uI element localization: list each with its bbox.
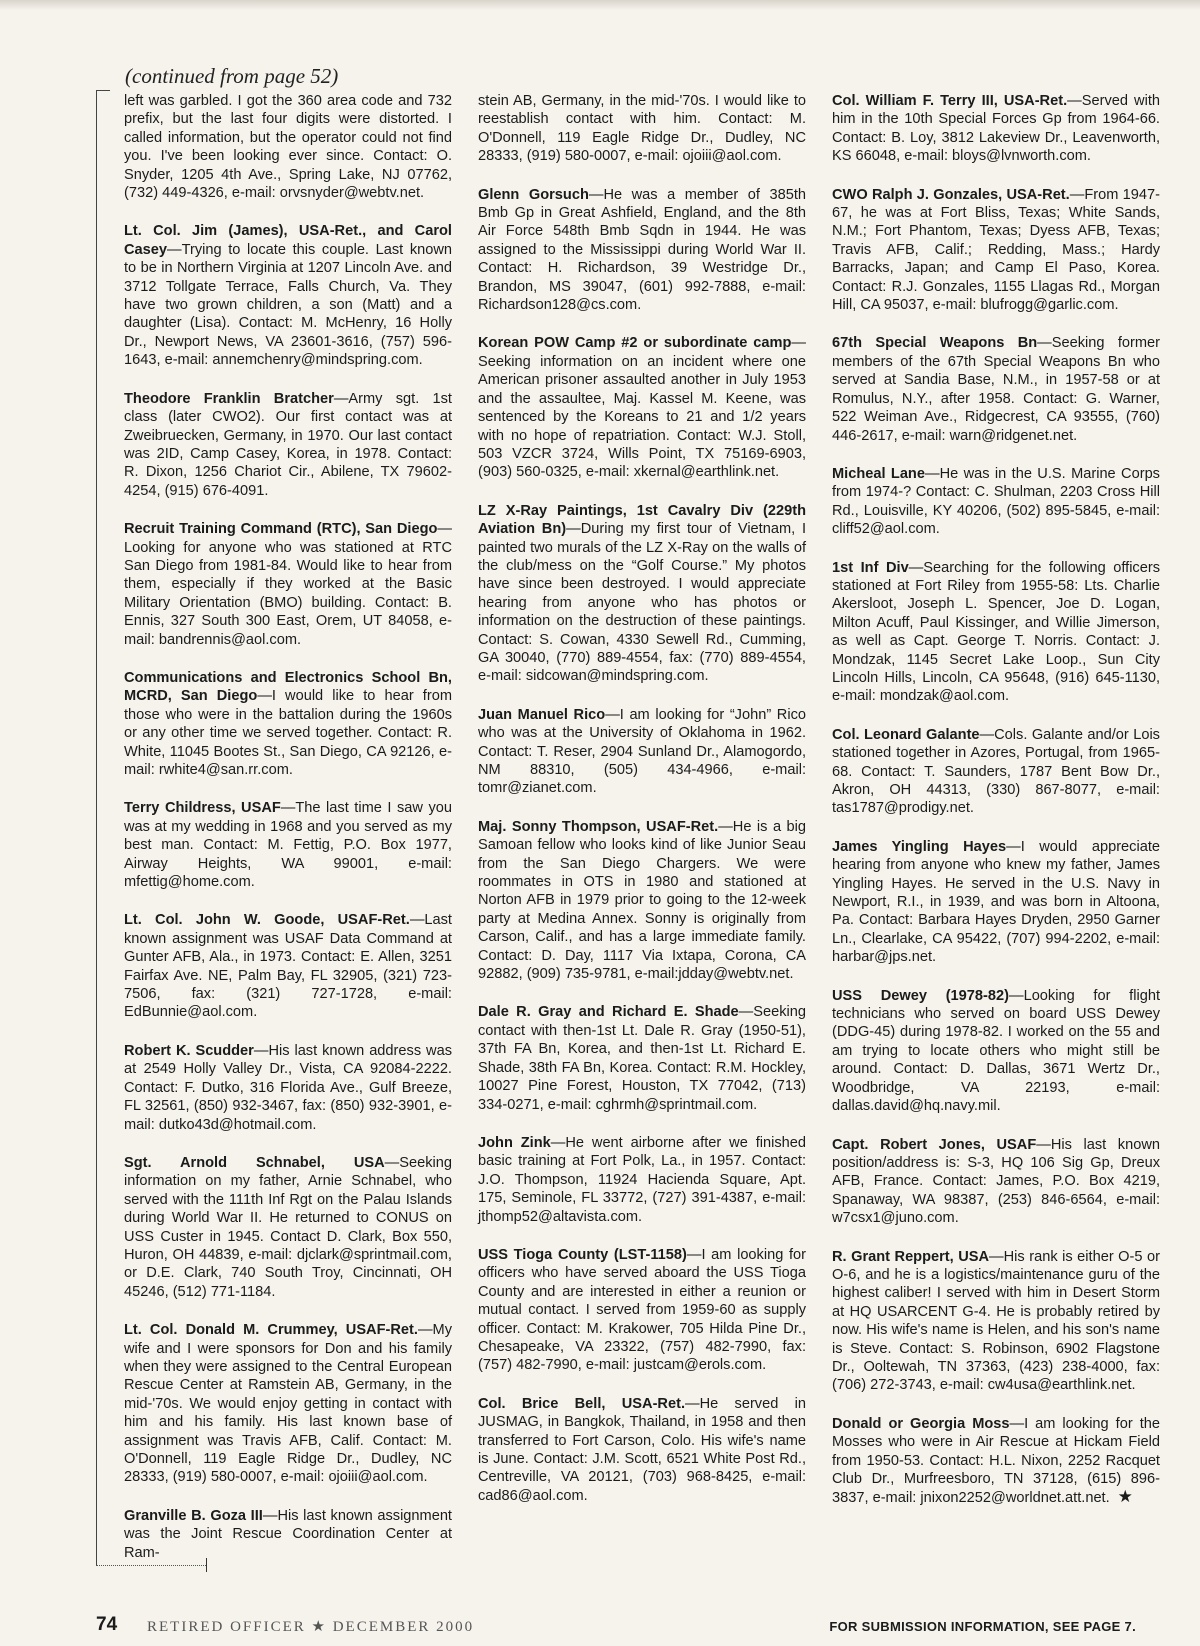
entry-text: —His last known position/address is: S-3, HQ 106 Sig Gp, Dreux AFB, France. Contact: James, P.O. Box 4219, Spanaway, WA 98387, (253) 846-6564, e-mail: w7csx1@juno.com. [832, 1136, 1160, 1227]
entry-text: —He is a big Samoan fellow who looks kind of like Junior Seau from the San Diego Chargers. We were roommates in OTS in 1980 and stationed at Norton AFB in 1979 prior to going to the 12-week party at Medina Annex. Sonny is originally from Carson, Calif., and has a large immediate family. Contact: D. Day, 1117 Via Ixtapa, Corona, CA 92882, (909) 735-9781, e-mail:jdday@webtv.net. [478, 818, 807, 983]
entry-heading: Col. Brice Bell, USA-Ret. [478, 1395, 685, 1412]
notice-entry [124, 1154, 452, 1301]
notice-entry [832, 1136, 1160, 1228]
notice-entry [124, 1321, 452, 1487]
entry-text: —Seeking information on my father, Arnie Schnabel, who served with the 111th Inf Rgt on the Palau Islands during World War II. He returned to CONUS on USS Custer in 1945. Contact D. Clark, Box 550, Huron, OH 44839, e-mail: djclark@sprintmail.com, or D.E. Clark, 740 South Troy, Cincinnati, OH 45246, (512) 771-1184. [124, 1154, 452, 1300]
column-2 [478, 92, 806, 1525]
notice-entry [124, 390, 452, 500]
entry-text: —The last time I saw you was at my wedding in 1968 and you served as my best man. Contact: M. Fettig, P.O. Box 1977, Airway Heights, WA 99001, e-mail: mfettig@home.com. [124, 800, 452, 891]
entry-heading: Lt. Col. Jim (James), USA-Ret., and Carol Casey [124, 223, 452, 258]
entry-heading: Granville B. Goza III [124, 1507, 263, 1524]
bracket-line-vertical [96, 90, 97, 1565]
notice-entry [124, 1507, 452, 1562]
notice-entry [832, 987, 1160, 1116]
entry-heading: USS Dewey (1978-82) [832, 987, 1009, 1004]
entry-heading: Glenn Gorsuch [478, 186, 589, 203]
entry-heading: Terry Childress, USAF [124, 800, 281, 817]
notice-entry [478, 1395, 806, 1505]
entry-text: —Looking for anyone who was stationed at RTC San Diego from 1981-84. Would like to hear from them, especially if they worked at the Basic Military Orientation (BMO) building. Contact: B. Ennis, 327 South 300 East, Orem, UT 84058, e-mail: bandrennis@aol.com. [124, 521, 452, 648]
bracket-line-top [96, 90, 110, 91]
notice-entry [832, 334, 1160, 444]
magazine-footer: RETIRED OFFICER ★ DECEMBER 2000 [147, 1619, 475, 1635]
entry-text: —I would like to hear from those who were in the battalion during the 1960s or any other time we served together. Contact: R. White, 11045 Bootes St., San Diego, CA 92126, e-mail: rwhite4@san.rr.com. [124, 688, 452, 778]
entry-heading: John Zink [478, 1134, 551, 1151]
entry-text: —Seeking information on an incident where one American prisoner assaulted another in July 1953 and the assaultee, Maj. Kassel M. Keene, was sentenced by the Koreans to 21 and 1/2 years with no hope of repatriation. Contact: W.J. Stoll, 503 VZCR 3724, Wills Point, TX 75169-6903, (903) 560-0325, e-mail: xkernal@earthlink.net. [478, 335, 806, 481]
notice-entry [832, 726, 1160, 818]
entry-text: left was garbled. I got the 360 area code and 732 prefix, but the last four digits were distorted. I called information, but the operator could not find you. I've been looking ever since. Contact: O. Snyder, 1205 4th Ave., Spring Lake, NJ 07762, (732) 449-4326, e-mail: orvsnyder@webtv.net. [124, 93, 452, 202]
notice-entry [478, 818, 806, 984]
entry-text: —He went airborne after we finished basic training at Fort Polk, La., in 1957. Contact: J.O. Thompson, 11924 Hacienda Square, Apt. 175, Seminole, FL 33772, (727) 391-4387, e-mail: jthomp52@altavista.com. [478, 1134, 806, 1225]
entry-text: —Army sgt. 1st class (later CWO2). Our first contact was at Zweibruecken, Germany, in 1970. Our last contact was 2ID, Camp Casey, Korea, in 1978. Contact: R. Dixon, 1256 Chariot Cir., Abilene, TX 79602-4254, (915) 676-4091. [124, 390, 452, 499]
entry-text: —He served in JUSMAG, in Bangkok, Thailand, in 1958 and then transferred to Fort Carson, Colo. His wife's name is June. Contact: J.M. Scott, 6521 White Post Rd., Centreville, VA 20121, (703) 968-8425, e-mail: cad86@aol.com. [478, 1395, 806, 1504]
entry-text: —Seeking contact with then-1st Lt. Dale R. Gray (1950-51), 37th FA Bn, Korea, and then-1st Lt. Richard E. Shade, 38th FA Bn, Korea. Contact: R.M. Hockley, 10027 Pine Forest, Houston, TX 77042, (713) 334-0271, e-mail: cghrmh@sprintmail.com. [478, 1004, 806, 1113]
entry-text: —His last known address was at 2549 Holly Valley Dr., Vista, CA 92084-2222. Contact: F. Dutko, 316 Florida Ave., Gulf Breeze, FL 32561, (850) 932-3467, fax: (850) 932-3901, e-mail: dutko43d@hotmail.com. [124, 1042, 452, 1133]
notice-entry [832, 559, 1160, 706]
entry-text: —Seeking former members of the 67th Special Weapons Bn who served at Sandia Base, N.M., in 1957-58 or at Romulus, N.Y., after 1958. Contact: G. Warner, 522 Weiman Ave., Ridgecrest, CA 93555, (760) 446-2617, e-mail: warn@ridgenet.net. [832, 335, 1160, 444]
entry-text: —From 1947-67, he was at Fort Bliss, Texas; White Sands, N.M.; Fort Phantom, Texas; Dyess AFB, Texas; Travis AFB, Calif.; Redding, Mass.; Hardy Barracks, Japan; and Camp El Paso, Korea. Contact: R.J. Gonzales, 1155 Llagas Rd., Morgan Hill, CA 95037, e-mail: blufrogg@garlic.com. [832, 186, 1160, 314]
notice-entry [832, 838, 1160, 967]
notice-entry [124, 1042, 452, 1134]
page-number: 74 [96, 1614, 118, 1635]
entry-heading: Theodore Franklin Bratcher [124, 390, 334, 407]
entry-text: —He was a member of 385th Bmb Gp in Great Ashfield, England, and the 8th Air Force 548th Bmb Sqdn in 1944. He was assigned to the Mississippi during World War II. Contact: H. Richardson, 39 Westridge Dr., Brandon, MS 39047, (601) 992-7888, e-mail: Richardson128@cs.com. [478, 186, 806, 314]
notice-entry [832, 1415, 1160, 1508]
top-edge-band [0, 0, 1200, 10]
entry-heading: Micheal Lane [832, 465, 925, 482]
entry-heading: Communications and Electronics School Bn, MCRD, San Diego [124, 669, 452, 705]
column-3 [832, 92, 1160, 1528]
end-mark-star-icon: ★ [1117, 1487, 1133, 1507]
entry-heading: CWO Ralph J. Gonzales, USA-Ret. [832, 186, 1070, 203]
entry-heading: Juan Manuel Rico [478, 706, 606, 723]
entry-text: —During my first tour of Vietnam, I painted two murals of the LZ X-Ray on the walls of the club/mess on the “Golf Course.” My photos have since been destroyed. I would appreciate hearing from anyone who has photos or information on the destruction of these paintings. Contact: S. Cowan, 4330 Sewell Rd., Cumming, GA 30040, (770) 889-4554, fax: (770) 889-4554, e-mail: sidcowan@mindspring.com. [478, 521, 806, 685]
entry-text: —Last known assignment was USAF Data Command at Gunter AFB, Ala., in 1973. Contact: E. Allen, 3251 Fairfax Ave. NE, Palm Bay, FL 32905, (321) 723-7506, fax: (321) 727-1728, e-mail: EdBunnie@aol.com. [124, 912, 452, 1021]
notice-entry [478, 1246, 806, 1375]
entry-heading: Recruit Training Command (RTC), San Diego [124, 521, 438, 538]
entry-heading: Lt. Col. John W. Goode, USAF-Ret. [124, 912, 410, 929]
entry-heading: Col. William F. Terry III, USA-Ret. [832, 93, 1068, 109]
entry-text: —He was in the U.S. Marine Corps from 1974-? Contact: C. Shulman, 2203 Cross Hill Rd., Louisville, KY 40206, (502) 895-5845, e-mail: cliff52@aol.com. [832, 465, 1160, 538]
entry-text: —I would appreciate hearing from anyone who knew my father, James Yingling Hayes. He served in the U.S. Navy in Newport, R.I., in 1939, and was born in Altoona, Pa. Contact: Barbara Hayes Dryden, 2950 Garner Ln., Clearlake, CA 95422, (707) 994-2202, e-mail: harbar@jps.net. [832, 838, 1161, 966]
entry-heading: James Yingling Hayes [832, 838, 1007, 855]
entry-heading: Sgt. Arnold Schnabel, USA [124, 1154, 385, 1171]
notice-entry [832, 186, 1160, 315]
notice-entry [124, 92, 452, 202]
entry-text: —His rank is either O-5 or O-6, and he is a logistics/maintenance guru of the highest caliber! I served with him in Desert Storm at HQ USARCENT G-4. He is probably retired by now. His wife's name is Helen, and his son's name is Steve. Contact: S. Robinson, 6902 Flagstone Dr., Ooltewah, TN 37363, (423) 238-4000, fax: (706) 272-3743, e-mail: cw4usa@earthlink.net. [832, 1248, 1160, 1394]
entry-text: —Trying to locate this couple. Last known to be in Northern Virginia at 1207 Lincoln Ave. and 3712 Tollgate Terrace, Falls Church, Va. They have two grown children, a son (Matt) and a daughter (Lisa). Contact: M. McHenry, 16 Holly Dr., Newport News, VA 23601-3616, (757) 596-1643, e-mail: annemchenry@mindspring.com. [124, 241, 452, 369]
notice-entry [124, 222, 452, 369]
entry-text: —Cols. Galante and/or Lois stationed together in Azores, Portugal, from 1965-68. Contact: T. Saunders, 1787 Bent Bow Dr., Akron, OH 44313, (330) 867-8077, e-mail: tas1787@prodigy.net. [832, 726, 1160, 817]
notice-entry [478, 1134, 806, 1226]
entry-text: —I am looking for “John” Rico who was at the University of Oklahoma in 1962. Contact: T. Reser, 2904 Sunland Dr., Alamogordo, NM 88310, (505) 434-4966, e-mail: tomr@zianet.com. [478, 706, 806, 797]
entry-text: —I am looking for officers who have served aboard the USS Tioga County and are interested in either a reunion or mutual contact. I served from 1959-60 as supply officer. Contact: M. Krakower, 705 Hilda Pine Dr., Chesapeake, VA 23322, (757) 482-7990, fax: (757) 482-7990, e-mail: justcam@erols.com. [478, 1246, 806, 1374]
entry-heading: Lt. Col. Donald M. Crummey, USAF-Ret. [124, 1322, 418, 1339]
notice-entry [832, 92, 1160, 166]
notice-entry [478, 92, 806, 166]
entry-heading: Maj. Sonny Thompson, USAF-Ret. [478, 818, 719, 835]
column-1 [124, 92, 452, 1582]
notice-entry [478, 334, 806, 481]
entry-text: —Looking for flight technicians who served on board USS Dewey (DDG-45) during 1978-82. I worked on the 55 and am trying to locate others who might still be around. Contact: D. Dallas, 3671 Wertz Dr., Woodbridge, VA 22193, e-mail: dallas.david@hq.navy.mil. [832, 987, 1161, 1115]
entry-heading: Capt. Robert Jones, USAF [832, 1136, 1037, 1153]
entry-text: —My wife and I were sponsors for Don and his family when they were assigned to the Central European Rescue Center at Ramstein AB, Germany, in the mid-'70s. We would enjoy getting in contact with him and his family. His last known base of assignment was Travis AFB, Calif. Contact: M. O'Donnell, 119 Eagle Ridge Dr., Dudley, NC 28333, (919) 580-0007, e-mail: ojoiii@aol.com. [124, 1322, 452, 1486]
notice-entry [478, 706, 806, 798]
notice-entry [124, 669, 452, 779]
entry-heading: 67th Special Weapons Bn [832, 335, 1038, 352]
entry-heading: R. Grant Reppert, USA [832, 1248, 990, 1265]
entry-heading: Dale R. Gray and Richard E. Shade [478, 1004, 739, 1021]
notice-entry [124, 911, 452, 1021]
notice-entry [124, 799, 452, 891]
entry-text: stein AB, Germany, in the mid-'70s. I would like to reestablish contact with him. Contact: M. O'Donnell, 119 Eagle Ridge Dr., Dudley, NC 28333, (919) 580-0007, e-mail: ojoiii@aol.com. [478, 93, 806, 165]
notice-entry [832, 1248, 1160, 1395]
entry-heading: USS Tioga County (LST-1158) [478, 1246, 687, 1263]
notice-entry [124, 520, 452, 649]
notice-entry [478, 186, 806, 315]
entry-heading: LZ X-Ray Paintings, 1st Cavalry Div (229th Aviation Bn) [478, 502, 806, 538]
entry-heading: Donald or Georgia Moss [832, 1415, 1010, 1432]
submission-note: FOR SUBMISSION INFORMATION, SEE PAGE 7. [829, 1619, 1136, 1634]
entry-heading: 1st Inf Div [832, 559, 909, 576]
continued-label: (continued from page 52) [125, 64, 339, 88]
notice-entry [478, 502, 806, 686]
notice-entry [478, 1003, 806, 1113]
notice-entry [832, 465, 1160, 539]
entry-text: —Served with him in the 10th Special Forces Gp from 1964-66. Contact: B. Loy, 3812 Lakeview Dr., Leavenworth, KS 66048, e-mail: bloys@lvnworth.com. [832, 93, 1161, 165]
entry-heading: Robert K. Scudder [124, 1042, 254, 1059]
entry-heading: Korean POW Camp #2 or subordinate camp [478, 335, 792, 352]
entry-heading: Col. Leonard Galante [832, 726, 980, 743]
entry-text: —I am looking for the Mosses who were in Air Rescue at Hickam Field from 1950-53. Contact: H.L. Nixon, 2252 Racquet Club Dr., Murfreesboro, TN 37128, (615) 896-3837, e-mail: jnixon2252@worldnet.att.net. [832, 1415, 1160, 1507]
entry-text: —Searching for the following officers stationed at Fort Riley from 1955-58: Lts. Charlie Akersloot, Joseph L. Spencer, Joe D. Logan, Milton Acuff, Paul Kissinger, and Willie Jimerson, as well as Capt. George T. Norris. Contact: J. Mondzak, 1145 Secret Lake Loop., Sun City Lincoln Hills, Lincoln, CA 95648, (916) 645-1130, e-mail: mondzak@aol.com. [832, 559, 1161, 705]
entry-text: —His last known assignment was the Joint Rescue Coordination Center at Ram- [124, 1507, 452, 1561]
